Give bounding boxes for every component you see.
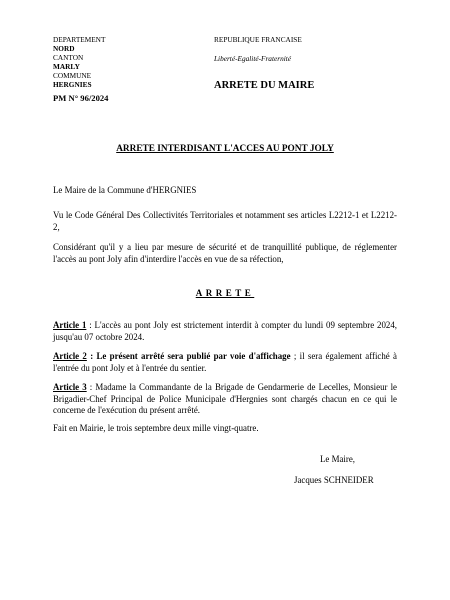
commune-value: HERGNIES: [53, 80, 92, 89]
canton-value: MARLY: [53, 62, 80, 71]
article-1: [53, 320, 397, 343]
signature-block: [294, 454, 374, 486]
article-3-separator: :: [86, 382, 96, 392]
signature-name: Jacques SCHNEIDER: [294, 474, 374, 485]
mayor-line: Le Maire de la Commune d'HERGNIES: [53, 185, 197, 195]
republic-label: REPUBLIQUE FRANCAISE: [214, 35, 302, 44]
article-2-bold-text: Le présent arrêté sera publié par voie d'affichage: [96, 351, 291, 361]
article-2: [53, 351, 397, 374]
vu-paragraph: Vu le Code Général Des Collectivités Territoriales et notamment ses articles L2212-1 et L2212-2,: [53, 210, 397, 232]
arrete-label: ARRETE: [195, 288, 255, 298]
administrative-header: [53, 35, 105, 89]
article-2-separator: :: [86, 351, 97, 361]
article-2-label: Article 2: [53, 351, 87, 361]
department-label: DEPARTEMENT: [53, 35, 106, 44]
document-title: ARRETE INTERDISANT L'ACCES AU PONT JOLY: [116, 144, 334, 154]
signature-title: Le Maire,: [320, 454, 355, 464]
department-value: NORD: [53, 44, 75, 53]
article-3-label: Article 3: [53, 382, 87, 392]
considerant-paragraph: Considérant qu'il y a lieu par mesure de sécurité et de tranquillité publique, de réglementer l'accès au pont Joly afin d'interdire l'accès en vue de sa réfection,: [53, 242, 397, 264]
reference-number: PM N° 96/2024: [53, 93, 109, 103]
republic-motto: Liberté-Egalité-Fraternité: [214, 54, 292, 63]
article-1-label: Article 1: [53, 320, 87, 330]
article-3: [53, 382, 397, 417]
article-2-text: ; il sera également affiché à l'entrée du pont Joly et à l'entrée du sentier.: [53, 351, 397, 373]
commune-label: COMMUNE: [53, 71, 92, 80]
closing-line: Fait en Mairie, le trois septembre deux mille vingt-quatre.: [53, 423, 259, 433]
article-1-separator: :: [86, 320, 95, 330]
article-3-text: Madame la Commandante de la Brigade de Gendarmerie de Lecelles, Monsieur le Brigadier-Chef Principal de Police Municipale d'Hergnies sont chargés chacun en ce qui le concerne de l'exécution du présent arrêté.: [53, 382, 397, 416]
article-1-text: L'accès au pont Joly est strictement interdit à compter du lundi 09 septembre 2024, jusqu'au 07 octobre 2024.: [53, 320, 397, 342]
republic-header: [214, 35, 302, 63]
arrete-heading: ARRETE DU MAIRE: [214, 80, 315, 91]
canton-label: CANTON: [53, 53, 84, 62]
